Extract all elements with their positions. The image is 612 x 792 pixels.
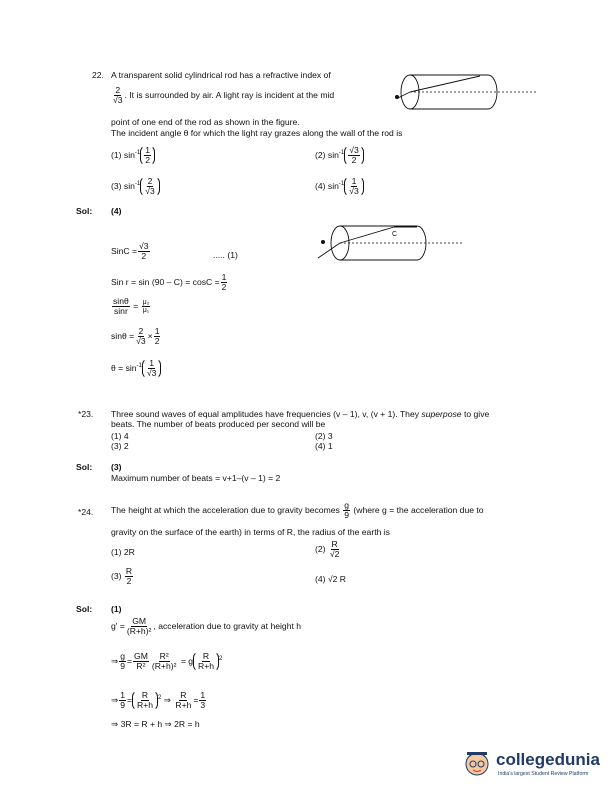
q22-eq1-tag: ..... (1) [213, 250, 238, 260]
q22-sol-label: Sol: [76, 206, 93, 216]
rod-figure-question [388, 70, 548, 114]
mascot-icon [462, 748, 492, 780]
q23-line2: beats. The number of beats produced per second will be [111, 419, 326, 429]
q22-sinc-eq: SinC = $\frac{√3}{2}$ [111, 241, 149, 262]
q24-line2: gravity on the surface of the earth) in terms of R, the radius of the earth is [111, 527, 390, 537]
q22-snell-eq: $\frac{\sin\theta}{\sin r}$ = $\frac{\text{μ₂}}{\text{μ₁}}$ [113, 296, 150, 317]
q22-option-1: (1) $\sin^{-1}$ $\frac{1}{2}$ [111, 145, 155, 166]
q22-option-2: (2) $\sin^{-1}$ $\frac{√3}{2}$ [315, 145, 364, 166]
q23-number: *23. [78, 409, 94, 419]
q24-line1: The height at which the acceleration due to gravity becomes $\frac{g}{9}$ (where g = the acceleration due to [111, 500, 484, 521]
q22-line2: $\frac{2}{√3}$ . It is surrounded by air. A light ray is incident at the mid [113, 85, 335, 106]
q24-step2-eq: ⇒ $\frac{g}{9}$ = $\frac{GM}{\text{R²}}$ $\frac{\text{R²}}{\text{(R+h)²}}$ = g $\frac{R}{R+h}$ $^2$ [111, 651, 223, 672]
q24-sol-label: Sol: [76, 604, 93, 614]
brand-tagline: India's largest Student Review Platform [498, 771, 589, 777]
q22-line4: The incident angle θ for which the light ray grazes along the wall of the rod is [111, 128, 403, 138]
q22-option-3: (3) $\sin^{-1}$ $\frac{2}{√3}$ [111, 176, 160, 197]
q24-option-2: (2) $\frac{R}{√2}$ [315, 539, 340, 560]
q23-option-3: (3) 2 [111, 441, 129, 451]
q23-option-4: (4) 1 [315, 441, 333, 451]
q24-option-1: (1) 2R [111, 547, 135, 557]
brand-name: collegedunia [496, 750, 600, 769]
q22-theta-eq: $\theta = \sin^{-1}$ $\frac{1}{√3}$ [111, 358, 161, 379]
q22-number: 22. [92, 70, 104, 80]
q23-sol-answer: (3) [111, 462, 122, 472]
q22-sintheta-eq: sinθ = $\frac{2}{√3}$ × $\frac{1}{2}$ [111, 326, 160, 347]
q24-option-4: (4) √2 R [315, 574, 346, 584]
q24-step3-eq: ⇒ $\frac{1}{9}$ = $\frac{R}{R+h}$ $^2$ ⇒ $\frac{R}{R+h}$ = $\frac{1}{3}$ [111, 690, 206, 711]
q22-sinr-eq: Sin r = sin (90 – C) = cosC = $\frac{1}{2}$ [111, 272, 227, 293]
angle-c-label: C [392, 231, 398, 238]
q24-number: *24. [78, 507, 94, 517]
q23-option-1: (1) 4 [111, 431, 129, 441]
q24-gprime-eq: g' = $\frac{GM}{\text{(R+h)²}}$ , acceleration due to gravity at height h [111, 616, 302, 637]
refractive-index-fraction: $\frac{2}{√3}$ [113, 85, 123, 106]
q23-sol-line: Maximum number of beats = v+1–(v – 1) = 2 [111, 473, 281, 483]
q23-sol-label: Sol: [76, 462, 93, 472]
q23-option-2: (2) 3 [315, 431, 333, 441]
q22-option-4: (4) $\sin^{-1}$ $\frac{1}{√3}$ [315, 176, 364, 197]
q24-sol-answer: (1) [111, 604, 122, 614]
q22-sol-answer: (4) [111, 206, 122, 216]
q23-line1: Three sound waves of equal amplitudes have frequencies (v – 1), v, (v + 1). They superpose to give [111, 409, 490, 419]
q24-step4-eq: ⇒ 3R = R + h ⇒ 2R = h [111, 719, 200, 729]
q22-line1: A transparent solid cylindrical rod has a refractive index of [111, 70, 331, 80]
q22-line3: point of one end of the rod as shown in the figure. [111, 117, 300, 127]
rod-figure-solution [314, 220, 474, 266]
q24-option-3: (3) $\frac{R}{2}$ [111, 566, 133, 587]
